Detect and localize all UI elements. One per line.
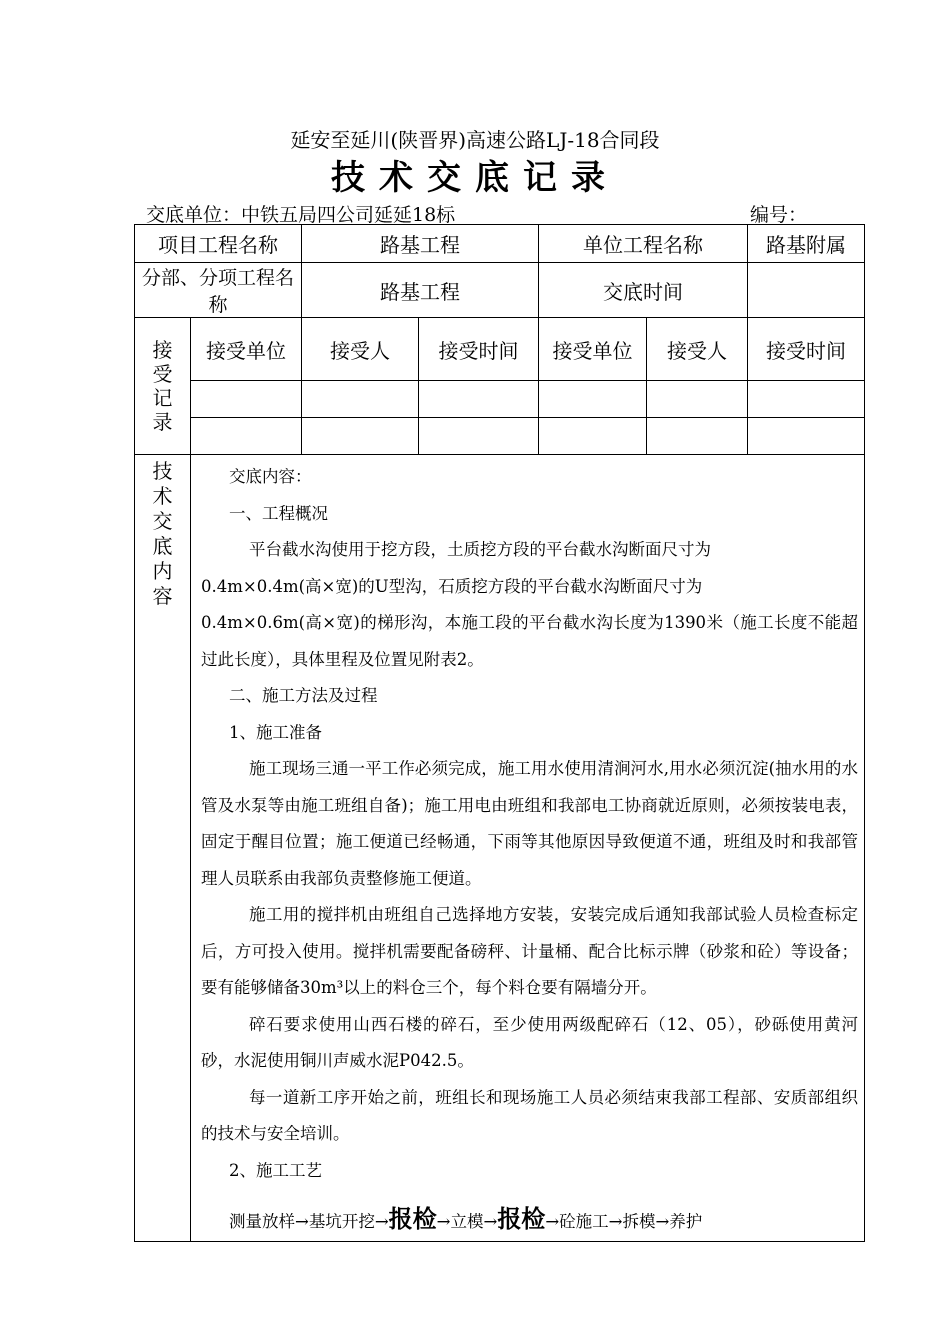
flow-step-3: →砼施工→拆模→养护: [545, 1212, 703, 1231]
section-heading-method: 二、施工方法及过程: [229, 686, 378, 705]
overview-line-2: 0.4m×0.4m(高×宽)的U型沟，石质挖方段的平台截水沟断面尺寸为: [201, 576, 703, 596]
sub-project-label: 分部、分项工程名称: [135, 263, 302, 318]
project-name-label: 项目工程名称: [135, 225, 302, 263]
receive-cell: [302, 381, 419, 418]
receive-record-label: [135, 318, 191, 455]
receive-header-person-1: 接受人: [302, 318, 419, 381]
receive-cell: [647, 381, 748, 418]
record-table: [134, 224, 865, 1242]
receive-record-text: 接受记录: [152, 338, 173, 434]
document-subtitle: 延安至延川(陕晋界)高速公路LJ-18合同段: [290, 128, 660, 152]
flow-step-1: 测量放样→基坑开挖→: [229, 1212, 389, 1231]
receive-cell: [539, 381, 647, 418]
document-title: 技术交底记录: [331, 158, 619, 198]
subheading-preparation: 1、施工准备: [229, 722, 322, 742]
receive-cell: [419, 381, 539, 418]
receive-cell: [419, 418, 539, 455]
receive-cell: [302, 418, 419, 455]
receive-header-time-1: 接受时间: [419, 318, 539, 381]
receive-cell: [191, 418, 302, 455]
project-name-value: 路基工程: [302, 225, 539, 263]
content-intro: 交底内容：: [229, 467, 312, 486]
unit-project-label: 单位工程名称: [539, 225, 748, 263]
flow-inspection-1: 报检: [388, 1204, 437, 1233]
receive-header-unit-1: 接受单位: [191, 318, 302, 381]
paragraph-site-preparation: 施工现场三通一平工作必须完成，施工用水使用清涧河水,用水必须沉淀(抽水用的水管及水泵等由施工班组自备)；施工用电由班组和我部电工协商就近原则，必须按装电表，固定于醒目位置；施工便道已经畅通，下雨等其他原因导致便道不通，班组及时和我部管理人员联系由我部负责整修施工便道。: [201, 759, 858, 888]
unit-project-value: 路基附属: [748, 225, 865, 263]
flow-step-2: →立模→: [436, 1212, 498, 1231]
overview-line-1: 平台截水沟使用于挖方段，土质挖方段的平台截水沟断面尺寸为: [249, 540, 711, 559]
content-cell: [191, 455, 865, 1242]
handover-time-value: [748, 263, 865, 318]
paragraph-mixer: 施工用的搅拌机由班组自己选择地方安装，安装完成后通知我部试验人员检查标定后，方可投入使用。搅拌机需要配备磅秤、计量桶、配合比标示牌（砂浆和砼）等设备；要有能够储备30m³以上的料仓三个，每个料仓要有隔墙分开。: [201, 905, 858, 997]
process-flow: [201, 1201, 858, 1241]
content-label-text: 技术交底内容: [152, 459, 173, 608]
receive-header-person-2: 接受人: [647, 318, 748, 381]
receive-cell: [539, 418, 647, 455]
receive-cell: [748, 381, 865, 418]
sub-project-value: 路基工程: [302, 263, 539, 318]
subheading-process: 2、施工工艺: [229, 1160, 322, 1180]
receive-header-time-2: 接受时间: [748, 318, 865, 381]
content-body: [191, 455, 864, 1241]
paragraph-training: 每一道新工序开始之前，班组长和现场施工人员必须结束我部工程部、安质部组织的技术与安全培训。: [201, 1087, 858, 1143]
content-label: [135, 455, 191, 1242]
receive-cell: [748, 418, 865, 455]
receive-cell: [647, 418, 748, 455]
flow-inspection-2: 报检: [497, 1204, 546, 1233]
handover-unit: 交底单位：中铁五局四公司延延18标: [146, 204, 456, 226]
overview-rest: 0.4m×0.6m(高×宽)的梯形沟，本施工段的平台截水沟长度为1390米（施工长度不能超过此长度），具体里程及位置见附表2。: [201, 613, 858, 669]
receive-cell: [191, 381, 302, 418]
section-heading-overview: 一、工程概况: [229, 503, 328, 523]
receive-header-unit-2: 接受单位: [539, 318, 647, 381]
handover-time-label: 交底时间: [539, 263, 748, 318]
paragraph-materials: 碎石要求使用山西石楼的碎石，至少使用两级配碎石（12、05），砂砾使用黄河砂，水泥使用铜川声威水泥P042.5。: [201, 1014, 858, 1070]
document-number-label: 编号：: [750, 204, 808, 226]
